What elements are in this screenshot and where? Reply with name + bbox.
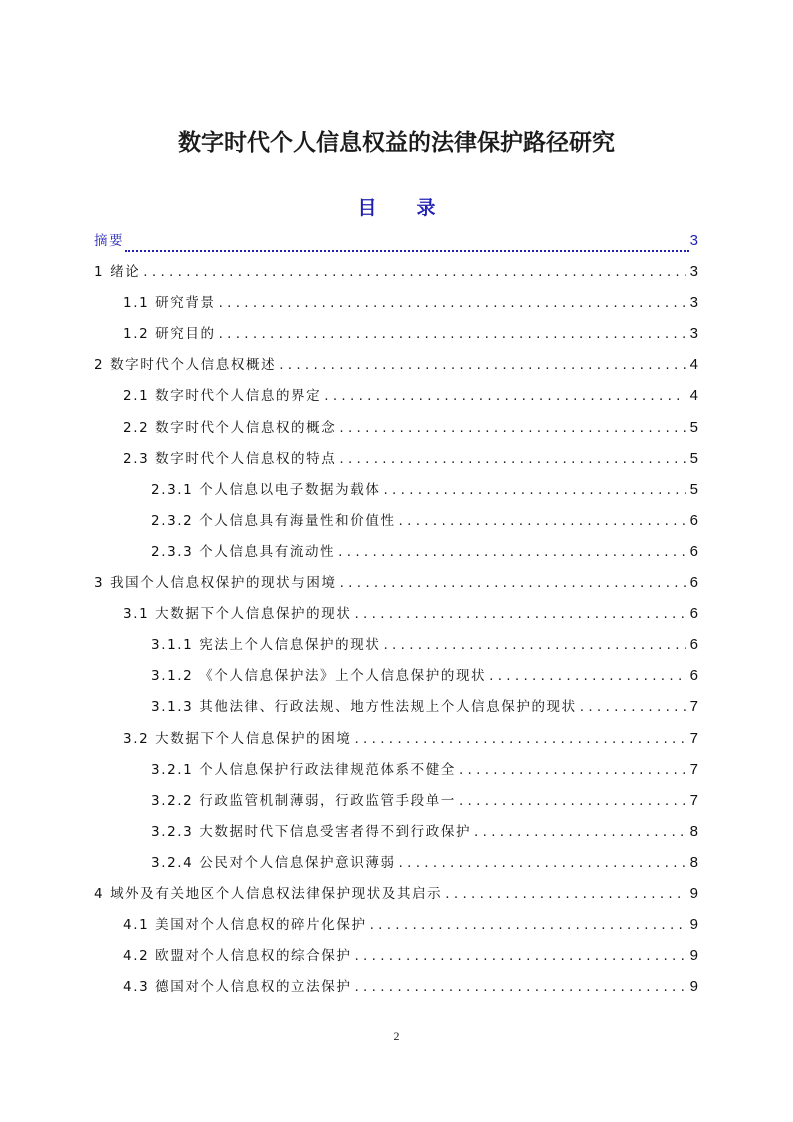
dot-leader [339, 416, 685, 440]
toc-entry-page: 6 [689, 511, 698, 529]
toc-entry-label: 4.2 欧盟对个人信息权的综合保护 [123, 948, 352, 965]
toc-entry-page: 4 [689, 356, 698, 374]
dot-leader [399, 851, 686, 875]
toc-entry-page: 6 [689, 574, 698, 592]
toc-entry-page: 6 [689, 542, 698, 560]
dot-leader [279, 353, 685, 377]
toc-entry-page: 5 [689, 480, 698, 498]
toc-entry[interactable] [94, 260, 698, 291]
toc-entry[interactable] [94, 353, 698, 384]
toc-entry-page: 7 [689, 791, 698, 809]
dot-leader [399, 509, 686, 533]
toc-entry-abstract[interactable] [94, 229, 698, 260]
toc-entry-page: 6 [689, 667, 698, 685]
toc-entry-label: 3.2.4 公民对个人信息保护意识薄弱 [151, 854, 396, 871]
dot-leader [354, 602, 685, 626]
dot-leader [339, 447, 685, 471]
dot-leader [324, 384, 685, 408]
toc-entry-label: 1.1 研究背景 [123, 295, 216, 312]
toc-entry-page: 7 [689, 760, 698, 778]
toc-entry-label: 4.1 美国对个人信息权的碎片化保护 [123, 917, 367, 934]
toc-entry[interactable] [94, 602, 698, 633]
toc-entry-page: 4 [689, 387, 698, 405]
toc-entry[interactable] [94, 820, 698, 851]
toc-entry-label: 2.2 数字时代个人信息权的概念 [123, 419, 337, 436]
toc-entry[interactable] [94, 851, 698, 882]
dot-leader [445, 882, 685, 906]
toc-entry-page: 9 [689, 947, 698, 965]
toc-entry[interactable] [94, 322, 698, 353]
dot-leader [489, 664, 686, 688]
dot-leader [459, 789, 686, 813]
dot-leader [580, 695, 686, 719]
dot-leader [383, 478, 685, 502]
dot-leader [340, 571, 686, 595]
toc-entry[interactable] [94, 913, 698, 944]
toc-entry-label: 2.3 数字时代个人信息权的特点 [123, 450, 337, 467]
toc-entry-label: 2 数字时代个人信息权概述 [94, 357, 277, 374]
toc-entry-page: 8 [689, 853, 698, 871]
toc-entry-label: 3.2.2 行政监管机制薄弱，行政监管手段单一 [151, 792, 456, 809]
dot-leader [474, 820, 686, 844]
toc-entry-page: 7 [689, 729, 698, 747]
toc-entry-page: 3 [689, 263, 698, 281]
toc-entry-label: 3.1.3 其他法律、行政法规、地方性法规上个人信息保护的现状 [151, 699, 577, 716]
dot-leader [125, 240, 688, 252]
toc-entry-label: 2.3.2 个人信息具有海量性和价值性 [151, 512, 396, 529]
toc-entry[interactable] [94, 789, 698, 820]
toc-entry[interactable] [94, 571, 698, 602]
footer-page-number: 2 [393, 1029, 400, 1043]
toc-entry[interactable] [94, 478, 698, 509]
toc-entry-page: 3 [689, 232, 698, 249]
dot-leader [354, 975, 685, 999]
toc-entry[interactable] [94, 944, 698, 975]
table-of-contents [94, 229, 698, 1006]
toc-entry[interactable] [94, 416, 698, 447]
toc-entry-label: 4.3 德国对个人信息权的立法保护 [123, 979, 352, 996]
toc-entry[interactable] [94, 633, 698, 664]
toc-entry[interactable] [94, 758, 698, 789]
toc-entry-label: 2.1 数字时代个人信息的界定 [123, 388, 322, 405]
toc-entry[interactable] [94, 695, 698, 726]
toc-entry[interactable] [94, 509, 698, 540]
toc-entry-label: 2.3.1 个人信息以电子数据为载体 [151, 481, 381, 498]
dot-leader [338, 540, 686, 564]
toc-entry-label: 1 绪论 [94, 264, 141, 281]
toc-entry[interactable] [94, 447, 698, 478]
dot-leader [354, 727, 685, 751]
toc-entry[interactable] [94, 291, 698, 322]
toc-entry-label: 3.2 大数据下个人信息保护的困境 [123, 730, 352, 747]
toc-entry-label: 3.1.1 宪法上个人信息保护的现状 [151, 637, 381, 654]
document-title: 数字时代个人信息权益的法律保护路径研究 [178, 130, 615, 156]
toc-entry[interactable] [94, 975, 698, 1006]
toc-entry[interactable] [94, 540, 698, 571]
toc-entry-label: 3.1.2 《个人信息保护法》上个人信息保护的现状 [151, 668, 487, 685]
dot-leader [370, 913, 686, 937]
toc-entry[interactable] [94, 664, 698, 695]
toc-entry-page: 9 [689, 978, 698, 996]
dot-leader [219, 322, 686, 346]
toc-entry-page: 6 [689, 605, 698, 623]
toc-entry-page: 8 [689, 822, 698, 840]
toc-entry-page: 6 [689, 636, 698, 654]
dot-leader [219, 291, 686, 315]
toc-entry-page: 3 [689, 294, 698, 312]
dot-leader [383, 633, 685, 657]
toc-entry-page: 9 [689, 916, 698, 934]
dot-leader [354, 944, 685, 968]
toc-entry[interactable] [94, 384, 698, 415]
toc-entry-label: 3.1 大数据下个人信息保护的现状 [123, 606, 352, 623]
dot-leader [143, 260, 685, 284]
toc-entry-label: 2.3.3 个人信息具有流动性 [151, 543, 336, 560]
toc-entry-label: 4 域外及有关地区个人信息权法律保护现状及其启示 [94, 885, 443, 902]
dot-leader [459, 758, 686, 782]
toc-entry-label: 3.2.1 个人信息保护行政法律规范体系不健全 [151, 761, 456, 778]
toc-entry[interactable] [94, 727, 698, 758]
toc-entry-label: 摘要 [94, 233, 125, 249]
toc-entry-page: 7 [689, 698, 698, 716]
toc-entry[interactable] [94, 882, 698, 913]
toc-entry-label: 1.2 研究目的 [123, 326, 216, 343]
toc-entry-page: 5 [689, 418, 698, 436]
toc-entry-page: 5 [689, 449, 698, 467]
toc-entry-label: 3 我国个人信息权保护的现状与困境 [94, 575, 337, 592]
toc-heading: 目录 [357, 197, 476, 219]
toc-entry-page: 9 [689, 884, 698, 902]
toc-entry-page: 3 [689, 325, 698, 343]
toc-entry-label: 3.2.3 大数据时代下信息受害者得不到行政保护 [151, 823, 472, 840]
